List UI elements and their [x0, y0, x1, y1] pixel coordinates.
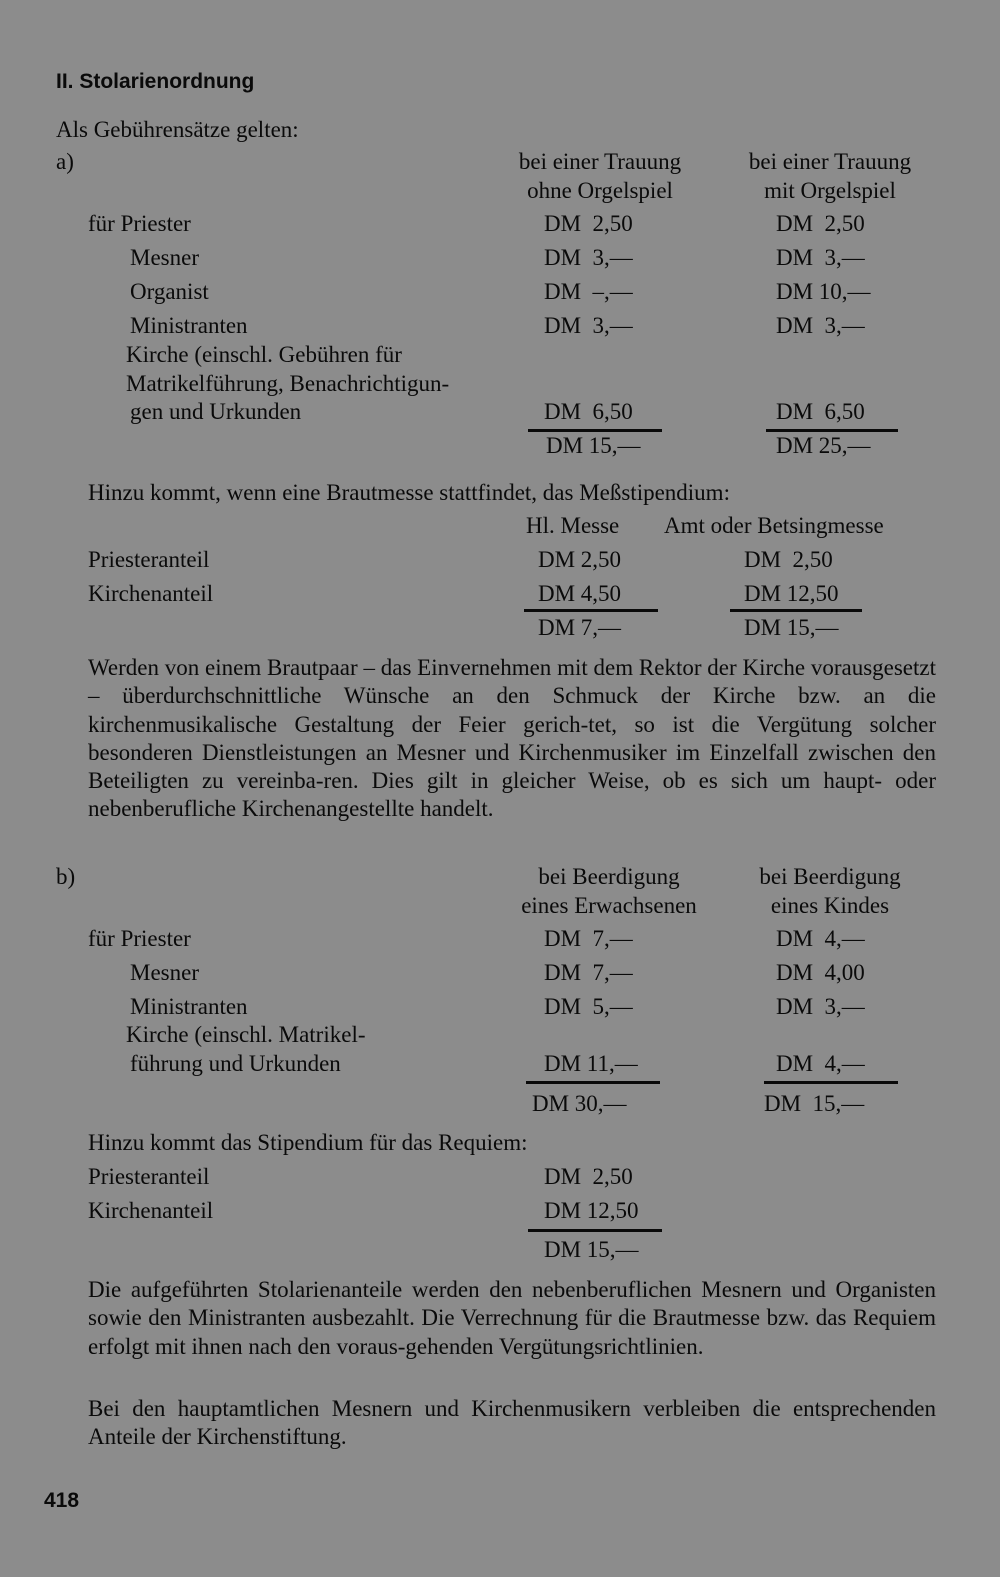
a-row-col2: DM 10,—	[776, 279, 871, 304]
b-row-label: Mesner	[130, 960, 199, 985]
brautmesse-row-label: Kirchenanteil	[88, 581, 214, 606]
a-church-label-line1: Kirche (einschl. Gebühren für	[126, 342, 402, 367]
brautmesse-total-col1: DM 7,—	[538, 615, 622, 640]
a-row-col1: DM 3,—	[544, 313, 633, 338]
b-row-col1: DM 7,—	[544, 926, 633, 951]
requiem-sum-rule	[528, 1229, 662, 1232]
a-row-col1: DM 3,—	[544, 245, 633, 270]
section-a-label: a)	[56, 149, 74, 174]
a-total-col1: DM 15,—	[546, 433, 641, 458]
a-row-label: für Priester	[88, 211, 191, 236]
b-sum-rule-col1	[526, 1081, 660, 1084]
brautmesse-row-col2: DM 2,50	[744, 547, 833, 572]
requiem-row-label: Kirchenanteil	[88, 1198, 214, 1223]
intro-text: Als Gebührensätze gelten:	[56, 117, 299, 142]
b-church-label-line1: Kirche (einschl. Matrikel-	[126, 1022, 366, 1047]
brautmesse-sum-rule-col1	[524, 609, 658, 612]
section-heading: II. Stolarienordnung	[56, 70, 255, 93]
brautmesse-row-col1: DM 4,50	[538, 581, 622, 606]
a-row-col1: DM 2,50	[544, 211, 633, 236]
b-col2-header-line2: eines Kindes	[770, 893, 890, 918]
b-row-label: Ministranten	[130, 994, 248, 1019]
a-church-label-line3: gen und Urkunden	[130, 399, 302, 424]
brautmesse-sum-rule-col2	[730, 609, 862, 612]
b-total-col1: DM 30,—	[532, 1091, 627, 1116]
requiem-row-value: DM 2,50	[544, 1164, 633, 1189]
a-col1-header-line1: bei einer Trauung	[518, 149, 682, 174]
brautmesse-col2-header: Amt oder Betsingmesse	[664, 513, 884, 538]
a-row-col2: DM 2,50	[776, 211, 865, 236]
b-row-label: für Priester	[88, 926, 191, 951]
b-col2-header-line1: bei Beerdigung	[759, 864, 901, 889]
b-row-col2: DM 3,—	[776, 994, 865, 1019]
b-col1-header-line1: bei Beerdigung	[538, 864, 680, 889]
brautmesse-row-label: Priesteranteil	[88, 547, 210, 572]
a-church-label-line2: Matrikelführung, Benachrichtigun-	[126, 371, 450, 396]
requiem-row-value: DM 12,50	[544, 1198, 639, 1223]
b-church-col1: DM 11,—	[544, 1051, 638, 1076]
brautmesse-col1-header: Hl. Messe	[526, 513, 620, 538]
b-church-col2: DM 4,—	[776, 1051, 865, 1076]
b-row-col1: DM 7,—	[544, 960, 633, 985]
a-col1-header-line2: ohne Orgelspiel	[527, 178, 673, 203]
a-church-col2: DM 6,50	[776, 399, 865, 424]
a-row-label: Ministranten	[130, 313, 248, 338]
paragraph-special-wishes: Werden von einem Brautpaar – das Einvernehmen mit dem Rektor der Kirche vorausgesetzt – überdurchschnittliche Wünsche an den Schmuck der Kirche bzw. an die kirchenmusikalische Gestaltung der Feier gerich-tet, so ist die Vergütung solcher besonderen Dienstleistungen an Mesner und Kirchenmusiker im Einzelfall zwischen den Beteiligten zu vereinba-ren. Dies gilt in gleicher Weise, ob es sich um haupt- oder nebenberufliche Kirchenangestellte handelt.	[88, 655, 936, 822]
requiem-row-label: Priesteranteil	[88, 1164, 210, 1189]
a-row-col2: DM 3,—	[776, 245, 865, 270]
page-number: 418	[44, 1489, 80, 1512]
paragraph-fulltime: Bei den hauptamtlichen Mesnern und Kirchenmusikern verbleiben die entsprechenden Anteile der Kirchenstiftung.	[88, 1396, 936, 1450]
b-row-col2: DM 4,00	[776, 960, 865, 985]
brautmesse-row-col1: DM 2,50	[538, 547, 622, 572]
b-col1-header-line2: eines Erwachsenen	[521, 893, 697, 918]
b-sum-rule-col2	[764, 1081, 898, 1084]
a-row-col1: DM –,—	[544, 279, 633, 304]
brautmesse-intro: Hinzu kommt, wenn eine Brautmesse stattfindet, das Meßstipendium:	[88, 480, 730, 505]
a-church-col1: DM 6,50	[544, 399, 633, 424]
a-col2-header-line2: mit Orgelspiel	[764, 178, 896, 203]
requiem-total: DM 15,—	[544, 1237, 639, 1262]
a-row-col2: DM 3,—	[776, 313, 865, 338]
b-row-col1: DM 5,—	[544, 994, 633, 1019]
b-church-label-line2: führung und Urkunden	[130, 1051, 341, 1076]
paragraph-payout: Die aufgeführten Stolarienanteile werden den nebenberuflichen Mesnern und Organisten sowie den Ministranten ausbezahlt. Die Verrechnung für die Brautmesse bzw. das Requiem erfolgt mit ihnen nach den voraus-gehenden Vergütungsrichtlinien.	[88, 1277, 936, 1359]
a-row-label: Organist	[130, 279, 209, 304]
b-total-col2: DM 15,—	[764, 1091, 865, 1116]
brautmesse-total-col2: DM 15,—	[744, 615, 839, 640]
a-total-col2: DM 25,—	[776, 433, 871, 458]
section-b-label: b)	[56, 864, 76, 889]
brautmesse-row-col2: DM 12,50	[744, 581, 839, 606]
requiem-intro: Hinzu kommt das Stipendium für das Requiem:	[88, 1130, 528, 1155]
b-row-col2: DM 4,—	[776, 926, 865, 951]
a-col2-header-line1: bei einer Trauung	[748, 149, 912, 174]
a-row-label: Mesner	[130, 245, 199, 270]
